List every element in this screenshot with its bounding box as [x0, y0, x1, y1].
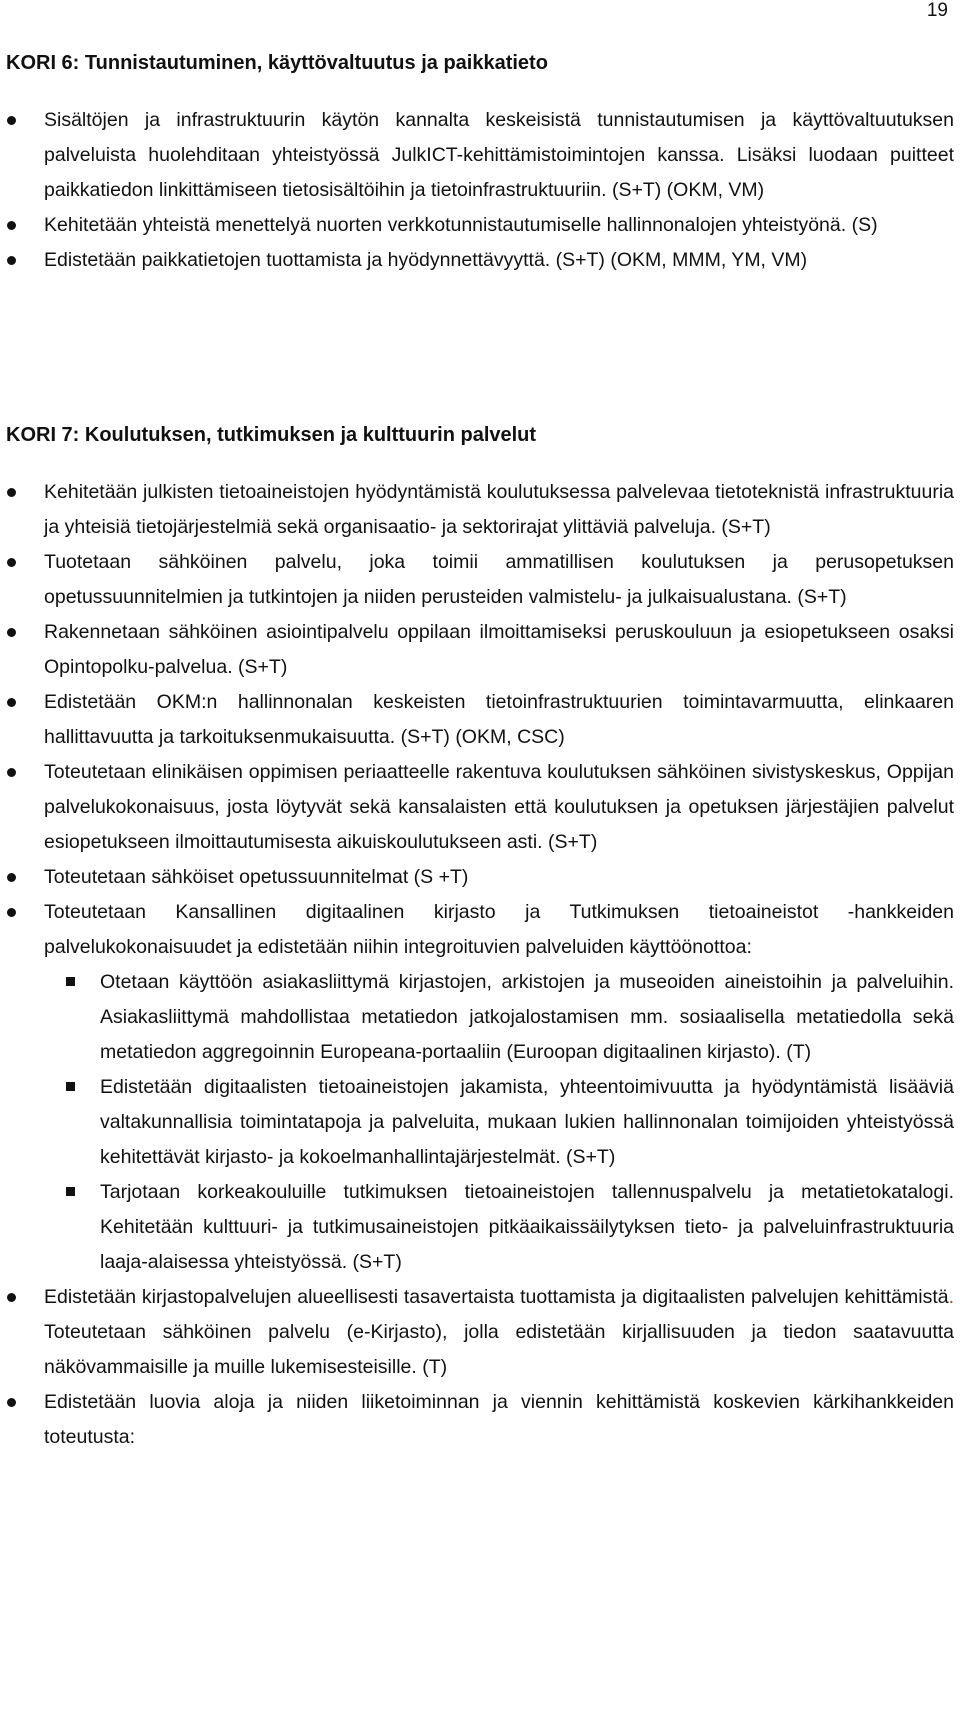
- list-item: [6, 1385, 954, 1455]
- sub-list-item: Tarjotaan korkeakouluille tutkimuksen tietoaineistojen tallennuspalvelu ja metatietokatalogi. Kehitetään kulttuuri- ja tutkimusaineistojen pitkäaikaissäilytyksen tieto- ja palveluinfrastruktuuria laaja-alaisessa yhteistyössä. (S+T): [44, 1175, 954, 1280]
- sub-list: [44, 965, 954, 1280]
- list-item: Kehitetään yhteistä menettelyä nuorten verkkotunnistautumiselle hallinnonalojen yhteistyönä. (S): [6, 208, 954, 243]
- list-item: [6, 895, 954, 1280]
- section-kori-6: [6, 46, 954, 278]
- list-item-text: Toteutetaan Kansallinen digitaalinen kirjasto ja Tutkimuksen tietoaineistot -hankkeiden palvelukokonaisuudet ja edistetään niihin integroituvien palveluiden käyttöönottoa:: [44, 901, 954, 958]
- sub-list-item: Edistetään digitaalisten tietoaineistojen jakamista, yhteentoimivuutta ja hyödyntämistä lisääviä valtakunnallisia toimintatapoja ja palveluita, mukaan lukien hallinnonalan toimijoiden yhteistyössä kehitettävät kirjasto- ja kokoelmanhallintajärjestelmät. (S+T): [44, 1070, 954, 1175]
- list-item-lead: Edistetään kirjastopalvelujen alueellisesti tasavertaista tuottamista ja digitaalisten palvelujen kehittämistä: [44, 1286, 949, 1308]
- list-item: [6, 1280, 954, 1385]
- page-number: 19: [926, 0, 948, 21]
- list-item: Edistetään OKM:n hallinnonalan keskeisten tietoinfrastruktuurien toimintavarmuutta, elinkaaren hallittavuutta ja tarkoituksenmukaisuutta. (S+T) (OKM, CSC): [6, 685, 954, 755]
- list-item: Rakennetaan sähköinen asiointipalvelu oppilaan ilmoittamiseksi peruskouluun ja esiopetukseen osaksi Opintopolku-palvelua. (S+T): [6, 615, 954, 685]
- list-item: Tuotetaan sähköinen palvelu, joka toimii ammatillisen koulutuksen ja perusopetuksen opetussuunnitelmien ja tutkintojen ja niiden perusteiden valmistelu- ja julkaisualustana. (S+T): [6, 545, 954, 615]
- sub-list-item: Otetaan käyttöön asiakasliittymä kirjastojen, arkistojen ja museoiden aineistoihin ja palveluihin. Asiakasliittymä mahdollistaa metatiedon jatkojalostamisen mm. sosiaalisella metatiedolla sekä metatiedon aggregoinnin Europeana-portaaliin (Euroopan digitaalinen kirjasto). (T): [44, 965, 954, 1070]
- section-title: KORI 6: Tunnistautuminen, käyttövaltuutus ja paikkatieto: [6, 52, 548, 74]
- list-item: Toteutetaan sähköiset opetussuunnitelmat (S +T): [6, 860, 954, 895]
- highlighted-punctuation: .: [948, 1286, 954, 1308]
- list-item: Kehitetään julkisten tietoaineistojen hyödyntämistä koulutuksessa palvelevaa tietoteknistä infrastruktuuria ja yhteisiä tietojärjestelmiä sekä organisaatio- ja sektorirajat ylittäviä palveluja. (S+T): [6, 475, 954, 545]
- section-kori-7: [6, 418, 954, 1455]
- list-item-lead: Edistetään luovia aloja ja niiden liiketoiminnan ja viennin kehittämistä koskevien kärkihankkeiden toteutusta:: [44, 1391, 954, 1448]
- bullet-list: [6, 475, 954, 1455]
- list-item: Toteutetaan elinikäisen oppimisen periaatteelle rakentuva koulutuksen sähköinen sivistyskeskus, Oppijan palvelukokonaisuus, josta löytyvät sekä kansalaisten että koulutuksen ja opetuksen järjestäjien palvelut esiopetukseen ilmoittautumisesta aikuiskoulutukseen asti. (S+T): [6, 755, 954, 860]
- list-item: Edistetään paikkatietojen tuottamista ja hyödynnettävyyttä. (S+T) (OKM, MMM, YM, VM): [6, 243, 954, 278]
- list-item: Sisältöjen ja infrastruktuurin käytön kannalta keskeisistä tunnistautumisen ja käyttövaltuutuksen palveluista huolehditaan yhteistyössä JulkICT-kehittämistoimintojen kanssa. Lisäksi luodaan puitteet paikkatiedon linkittämiseen tietosisältöihin ja tietoinfrastruktuuriin. (S+T) (OKM, VM): [6, 103, 954, 208]
- section-title: KORI 7: Koulutuksen, tutkimuksen ja kulttuurin palvelut: [6, 424, 537, 446]
- bullet-list: [6, 103, 954, 278]
- list-item-rest: Toteutetaan sähköinen palvelu (e-Kirjasto), jolla edistetään kirjallisuuden ja tiedon saatavuutta näkövammaisille ja muille lukemisesteisille. (T): [44, 1321, 954, 1378]
